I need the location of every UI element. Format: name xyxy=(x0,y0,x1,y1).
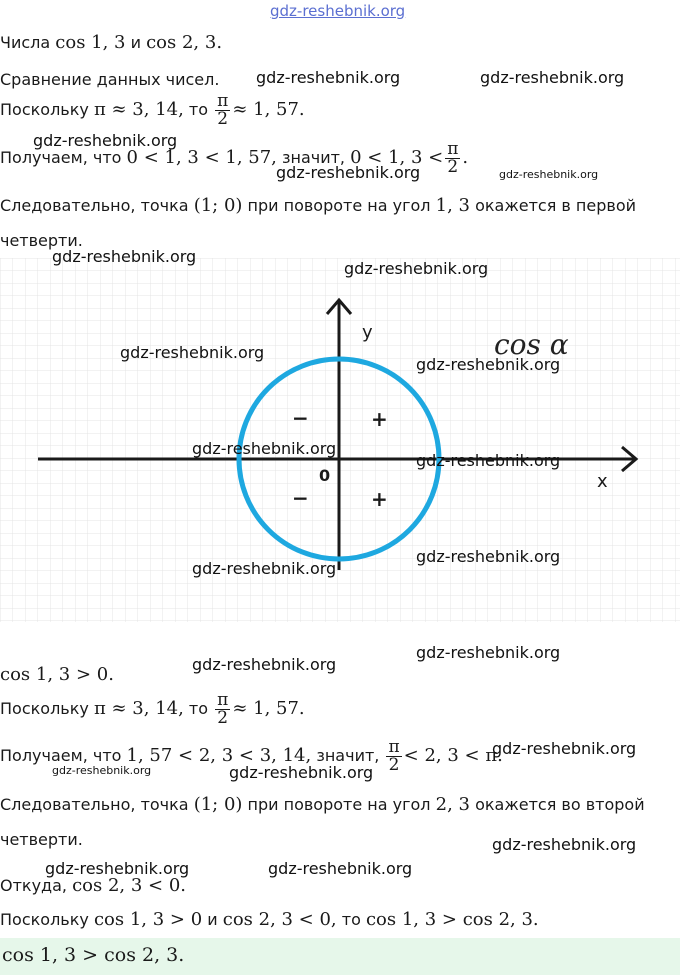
answer-box xyxy=(0,938,680,975)
watermark: gdz-reshebnik.org xyxy=(492,739,637,758)
quarter-text-2: четверти. xyxy=(0,830,83,849)
cos13-expr: cos 1, 3 xyxy=(55,32,126,53)
watermark: gdz-reshebnik.org xyxy=(416,451,561,470)
cos13-positive: cos 1, 3 > 0. xyxy=(0,664,114,685)
watermark: gdz-reshebnik.org xyxy=(33,131,178,150)
watermark: gdz-reshebnik.org xyxy=(268,859,413,878)
quarter-text-1: четверти. xyxy=(0,231,83,250)
watermark: gdz-reshebnik.org xyxy=(499,168,599,181)
watermark: gdz-reshebnik.org xyxy=(480,68,625,87)
watermark: gdz-reshebnik.org xyxy=(416,643,561,662)
sign-top-left: − xyxy=(292,406,309,430)
watermark: gdz-reshebnik.org xyxy=(416,355,561,374)
fraction-pi-2: $\frac{\pi}{2}$ xyxy=(217,91,229,129)
watermark: gdz-reshebnik.org xyxy=(192,439,337,458)
answer-text: cos 1, 3 > cos 2, 3. xyxy=(2,944,185,966)
inequality-line-2: Получаем, что 1, 57 < 2, 3 < 3, 14, значит, $\frac{\pi}{2}$ < 2, 3 < π. xyxy=(0,737,503,775)
header-watermark-link[interactable]: gdz-reshebnik.org xyxy=(270,2,406,20)
watermark: gdz-reshebnik.org xyxy=(229,763,374,782)
watermark: gdz-reshebnik.org xyxy=(52,247,197,266)
fraction-pi-2: $\frac{\pi}{2}$ xyxy=(217,690,229,728)
watermark: gdz-reshebnik.org xyxy=(276,163,421,182)
sign-bottom-right: + xyxy=(371,487,388,511)
conclusion-line-2: Следовательно, точка (1; 0) при повороте на угол 2, 3 окажется во второй xyxy=(0,794,645,815)
y-axis-label: y xyxy=(362,322,373,343)
fraction-pi-2: $\frac{\pi}{2}$ xyxy=(388,737,400,775)
watermark: gdz-reshebnik.org xyxy=(192,655,337,674)
fraction-pi-2: $\frac{\pi}{2}$ xyxy=(447,139,459,177)
watermark: gdz-reshebnik.org xyxy=(416,547,561,566)
pi-estimate-line-1: Поскольку π ≈ 3, 14, то $\frac{\pi}{2}$ ≈ 1, 57. xyxy=(0,91,305,129)
sign-top-right: + xyxy=(371,407,388,431)
watermark: gdz-reshebnik.org xyxy=(192,559,337,578)
diagram-title: cos α xyxy=(494,328,569,361)
numbers-line: Числа cos 1, 3 и cos 2, 3. xyxy=(0,32,223,53)
watermark: gdz-reshebnik.org xyxy=(256,68,401,87)
cos23-expr: cos 2, 3. xyxy=(146,32,223,53)
unit-circle-diagram xyxy=(0,258,680,622)
inequality-line-1: Получаем, что 0 < 1, 3 < 1, 57, значит, 0 < 1, 3 < $\frac{\pi}{2}$ . xyxy=(0,139,469,177)
watermark: gdz-reshebnik.org xyxy=(52,764,152,777)
watermark: gdz-reshebnik.org xyxy=(344,259,489,278)
final-reasoning-line: Поскольку cos 1, 3 > 0 и cos 2, 3 < 0, то cos 1, 3 > cos 2, 3. xyxy=(0,909,539,930)
watermark: gdz-reshebnik.org xyxy=(120,343,265,362)
x-axis-label: x xyxy=(597,471,608,492)
watermark: gdz-reshebnik.org xyxy=(492,835,637,854)
conclusion-line-1: Следовательно, точка (1; 0) при повороте на угол 1, 3 окажется в первой xyxy=(0,195,637,216)
watermark: gdz-reshebnik.org xyxy=(45,859,190,878)
comparison-heading: Сравнение данных чисел. xyxy=(0,70,220,89)
sign-bottom-left: − xyxy=(292,486,309,510)
pi-estimate-line-2: Поскольку π ≈ 3, 14, то $\frac{\pi}{2}$ ≈ 1, 57. xyxy=(0,690,305,728)
cos23-negative-line: Откуда, cos 2, 3 < 0. xyxy=(0,875,187,896)
origin-label: 0 xyxy=(319,466,331,485)
